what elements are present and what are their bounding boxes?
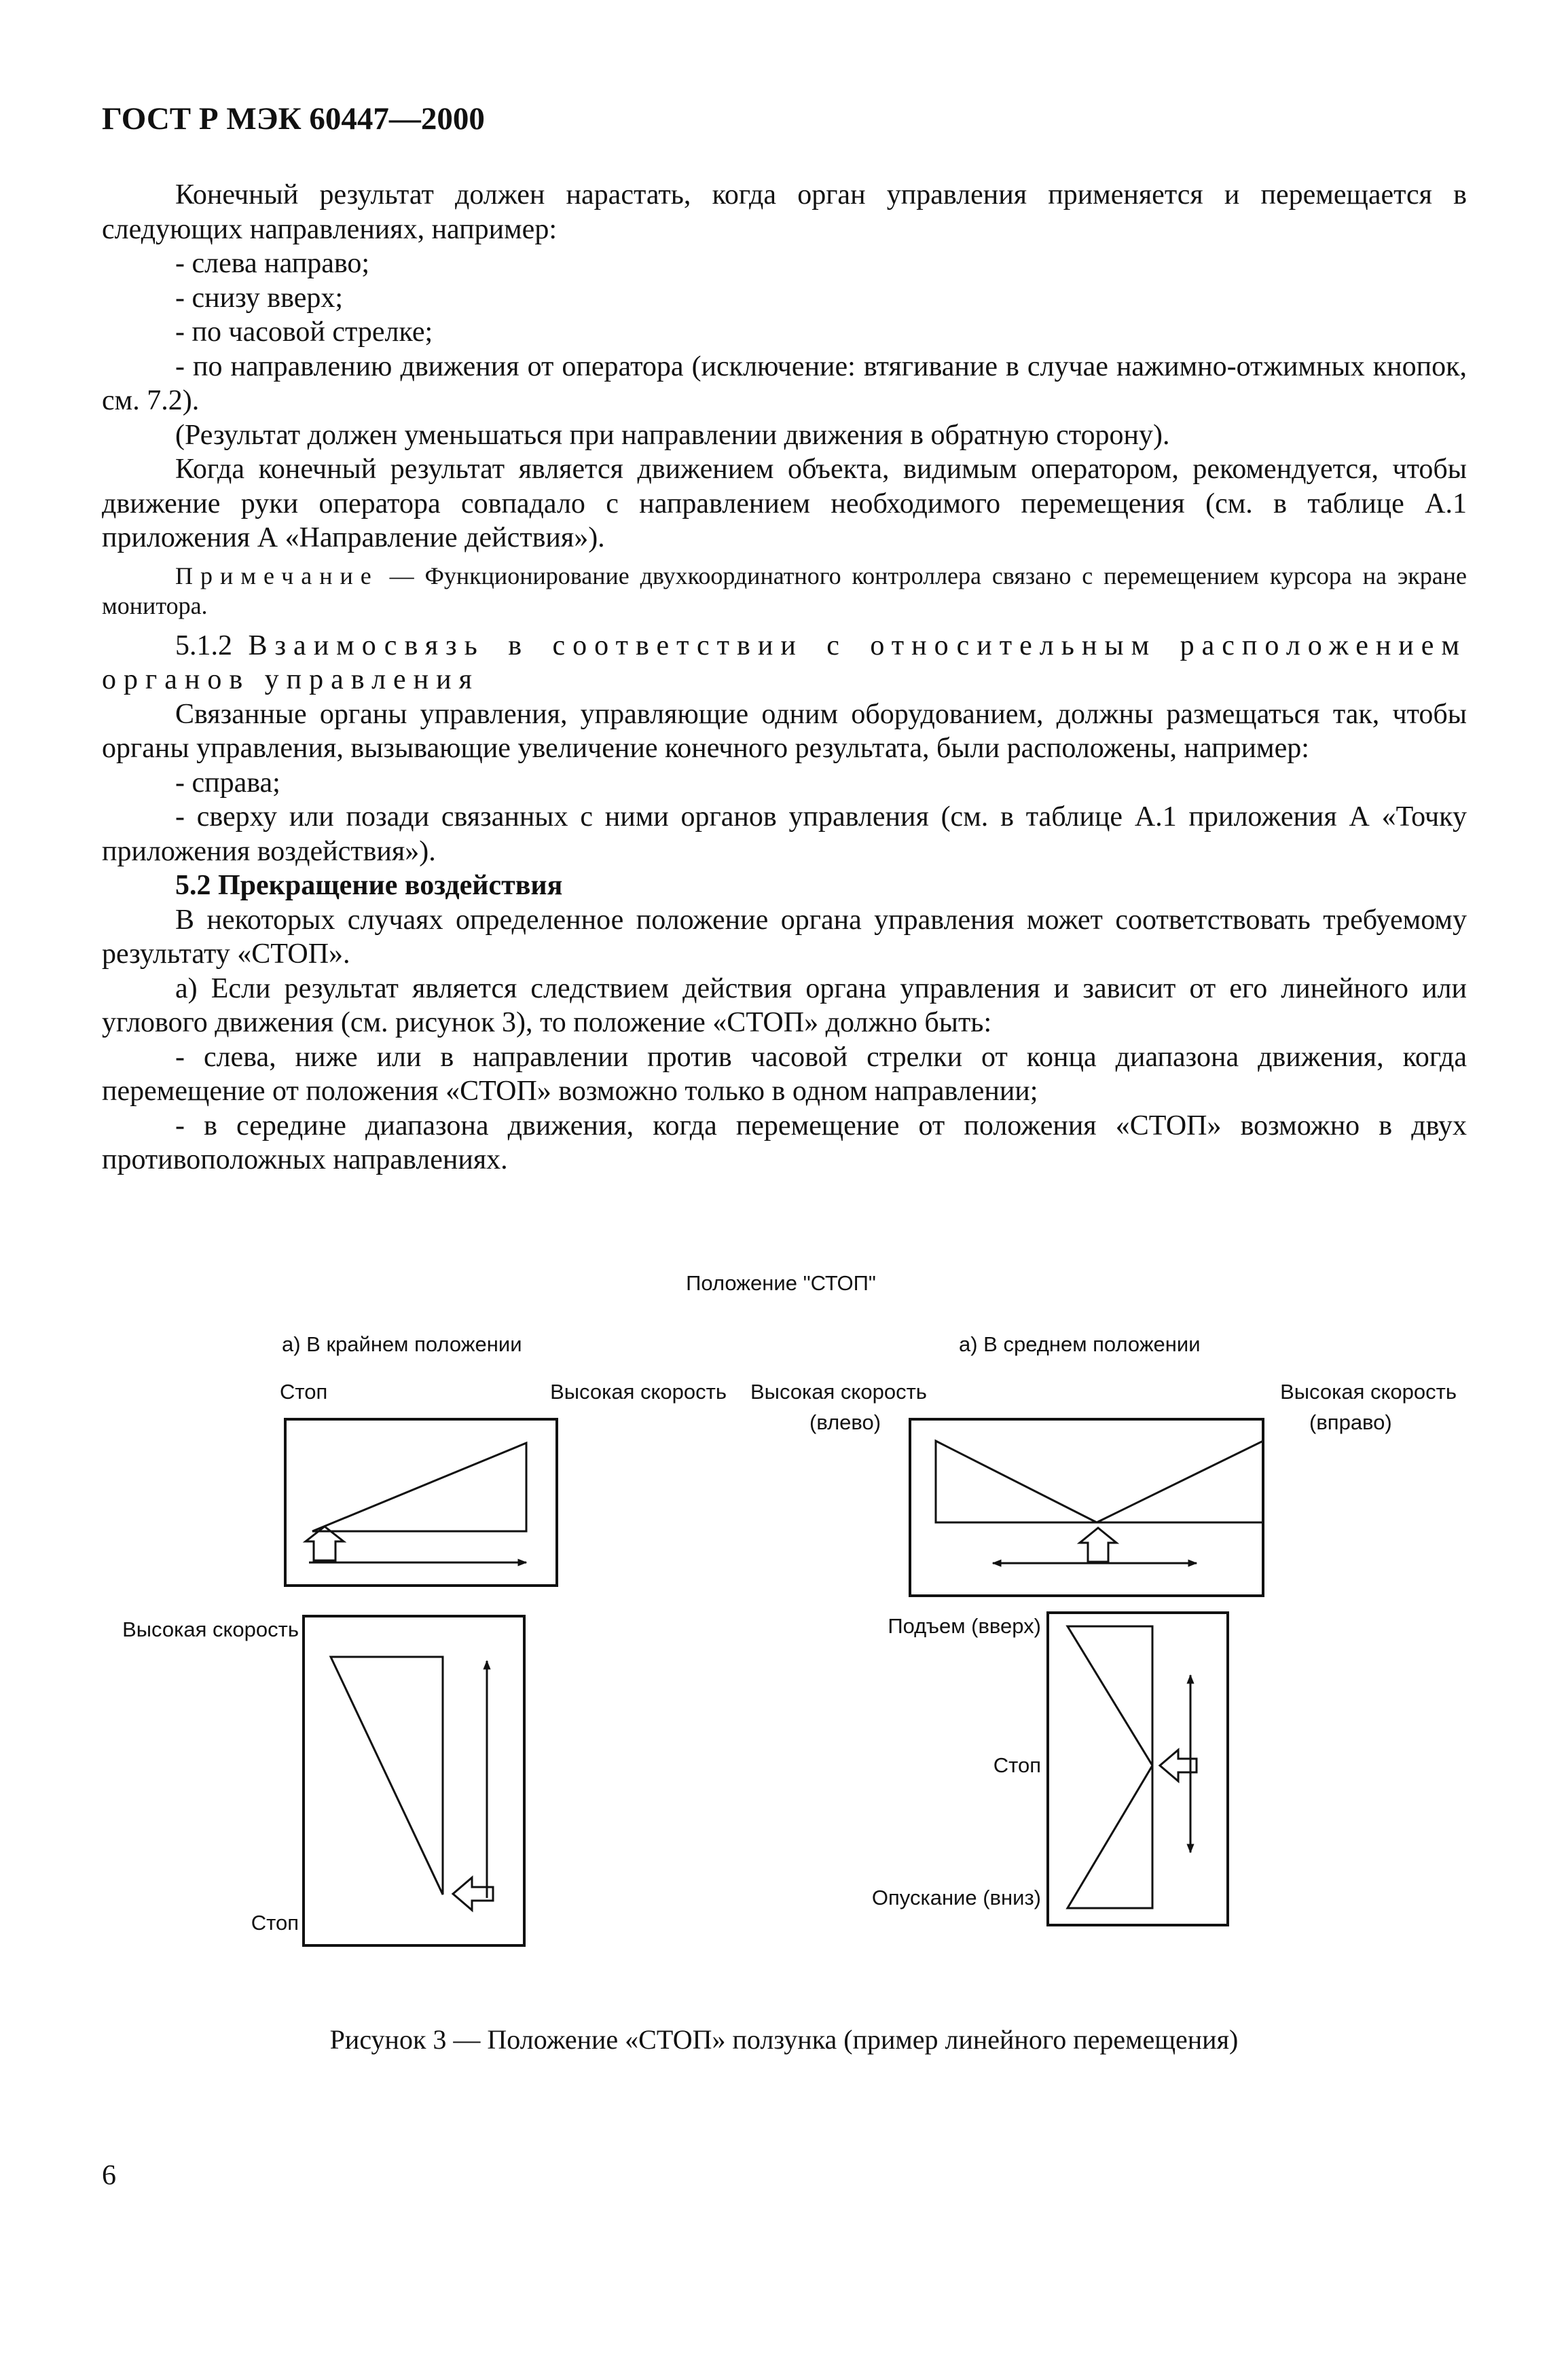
high-speed-vertical-label: Высокая скорость — [122, 1617, 299, 1641]
panel-vertical-middle — [1048, 1613, 1228, 1925]
panel-horizontal-middle — [910, 1419, 1263, 1596]
list-item: - по направлению движения от оператора (исключение: втягивание в случае нажимно-отжимных кнопок, см. 7.2). — [102, 350, 1467, 416]
up-label: Подъем (вверх) — [888, 1614, 1041, 1638]
v-shape-top — [1068, 1626, 1152, 1766]
paragraph: Связанные органы управления, управляющие одним оборудованием, должны размещаться так, чтобы органы управления, вызывающие увеличение конечного результата, были расположены, например: — [102, 698, 1467, 764]
ramp-triangle — [312, 1443, 526, 1531]
right-paren-label: (вправо) — [1309, 1410, 1392, 1434]
figure-title: Положение "СТОП" — [686, 1271, 876, 1295]
stop-vertical-label: Стоп — [251, 1911, 299, 1935]
list-item: - слева, ниже или в направлении против часовой стрелки от конца диапазона движения, когда перемещение от положения «СТОП» возможно только в одном направлении; — [102, 1041, 1467, 1107]
left-paren-label: (влево) — [809, 1410, 881, 1434]
heading: 5.2 Прекращение воздействия — [175, 870, 563, 901]
list-item: - слева направо; — [175, 248, 370, 279]
ramp-triangle-vertical — [331, 1657, 443, 1895]
high-speed-right-label: Высокая скорость — [1280, 1380, 1457, 1404]
stop-label: Стоп — [280, 1380, 328, 1404]
v-shape-bottom — [1068, 1766, 1152, 1908]
paragraph: (Результат должен уменьшаться при направлении движения в обратную сторону). — [175, 419, 1170, 451]
note-label: Примечание — [175, 562, 379, 589]
paragraph: В некоторых случаях определенное положение органа управления может соответствовать требуемому результату «СТОП». — [102, 904, 1467, 970]
paragraph: Когда конечный результат является движением объекта, видимым оператором, рекомендуется, чтобы движение руки оператора совпадало с направлением необходимого перемещения (см. в таблице А.1 приложения А «Направление действия»). — [102, 454, 1467, 553]
stop-mid-label: Стоп — [993, 1753, 1041, 1777]
stop-arrow-icon — [1080, 1528, 1116, 1562]
left-subtitle: а) В крайнем положении — [282, 1332, 522, 1356]
figure-caption: Рисунок 3 — Положение «СТОП» ползунка (пример линейного перемещения) — [329, 2024, 1239, 2055]
list-item: - сверху или позади связанных с ними органов управления (см. в таблице А.1 приложения А «Точку приложения воздействия»). — [102, 801, 1467, 867]
down-label: Опускание (вниз) — [871, 1886, 1041, 1909]
document-header: ГОСТ Р МЭК 60447—2000 — [102, 101, 485, 136]
list-item: - в середине диапазона движения, когда перемещение от положения «СТОП» возможно в двух противоположных направлениях. — [102, 1110, 1467, 1175]
high-speed-left-label: Высокая скорость — [750, 1380, 927, 1404]
list-item: - по часовой стрелке; — [175, 316, 433, 348]
v-shape-right — [1097, 1441, 1263, 1522]
right-subtitle: а) В среднем положении — [959, 1332, 1201, 1356]
note-text: — Функционирование двухкоординатного контроллера связано с перемещением курсора на экране монитора. — [102, 562, 1467, 619]
panel-vertical-extreme — [304, 1616, 524, 1945]
list-item: - справа; — [175, 767, 280, 799]
paragraph: а) Если результат является следствием действия органа управления и зависит от его линейного или углового движения (см. рисунок 3), то положение «СТОП» должно быть: — [102, 972, 1467, 1038]
high-speed-label: Высокая скорость — [550, 1380, 727, 1404]
list-item: - снизу вверх; — [175, 282, 344, 314]
page-number: 6 — [102, 2160, 116, 2191]
paragraph: Конечный результат должен нарастать, когда орган управления применяется и перемещается в следующих направлениях, например: — [102, 179, 1467, 245]
section-number: 5.1.2 — [175, 629, 232, 661]
section-title: Взаимосвязь в соответствии с относительным расположением органов управления — [102, 629, 1467, 695]
v-shape-left — [936, 1441, 1097, 1522]
